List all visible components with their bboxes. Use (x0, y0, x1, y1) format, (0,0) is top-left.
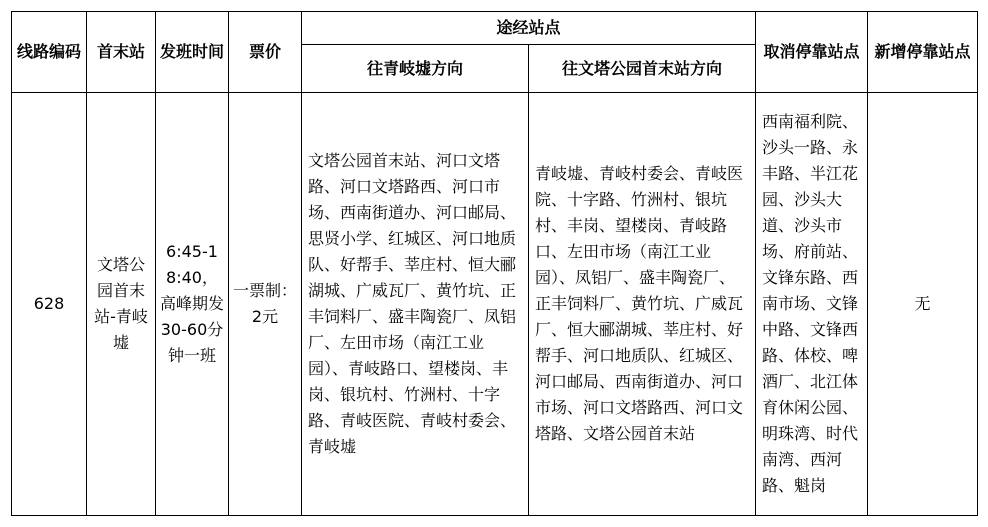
header-fare: 票价 (229, 12, 302, 93)
cell-added-stops: 无 (868, 93, 978, 516)
header-direction-qingqi: 往青岐墟方向 (302, 45, 529, 93)
route-row (12, 93, 978, 516)
cell-terminals: 文塔公园首末站-青岐墟 (87, 93, 156, 516)
header-cancelled-stops: 取消停靠站点 (756, 12, 868, 93)
header-direction-wenta: 往文塔公园首末站方向 (529, 45, 756, 93)
cell-stops-to-qingqi: 文塔公园首末站、河口文塔路、河口文塔路西、河口市场、西南街道办、河口邮局、思贤小学、红城区、河口地质队、好帮手、莘庄村、恒大郦湖城、广威瓦厂、黄竹坑、正丰饲料厂、盛丰陶瓷厂、凤铝厂、左田市场（南江工业园）、青岐路口、望楼岗、丰岗、银坑村、竹洲村、十字路、青岐医院、青岐村委会、青岐墟 (302, 93, 529, 516)
header-added-stops: 新增停靠站点 (868, 12, 978, 93)
cell-cancelled-stops: 西南福利院、沙头一路、永丰路、半江花园、沙头大道、沙头市场、府前站、文锋东路、西南市场、文锋中路、文锋西路、体校、啤酒厂、北江体育休闲公园、明珠湾、时代南湾、西河路、魁岗 (756, 93, 868, 516)
header-via-stops: 途经站点 (302, 12, 756, 45)
cell-route-code: 628 (12, 93, 87, 516)
cell-schedule: 6:45-18:40，高峰期发30-60分钟一班 (156, 93, 229, 516)
header-schedule: 发班时间 (156, 12, 229, 93)
cell-stops-to-wenta: 青岐墟、青岐村委会、青岐医院、十字路、竹洲村、银坑村、丰岗、望楼岗、青岐路口、左田市场（南江工业园）、凤铝厂、盛丰陶瓷厂、正丰饲料厂、黄竹坑、广威瓦厂、恒大郦湖城、莘庄村、好帮手、河口地质队、红城区、河口邮局、西南街道办、河口市场、河口文塔路西、河口文塔路、文塔公园首末站 (529, 93, 756, 516)
header-terminals: 首末站 (87, 12, 156, 93)
bus-route-table (11, 11, 978, 516)
header-row-top (12, 12, 978, 45)
cell-fare: 一票制：2元 (229, 93, 302, 516)
header-route-code: 线路编码 (12, 12, 87, 93)
